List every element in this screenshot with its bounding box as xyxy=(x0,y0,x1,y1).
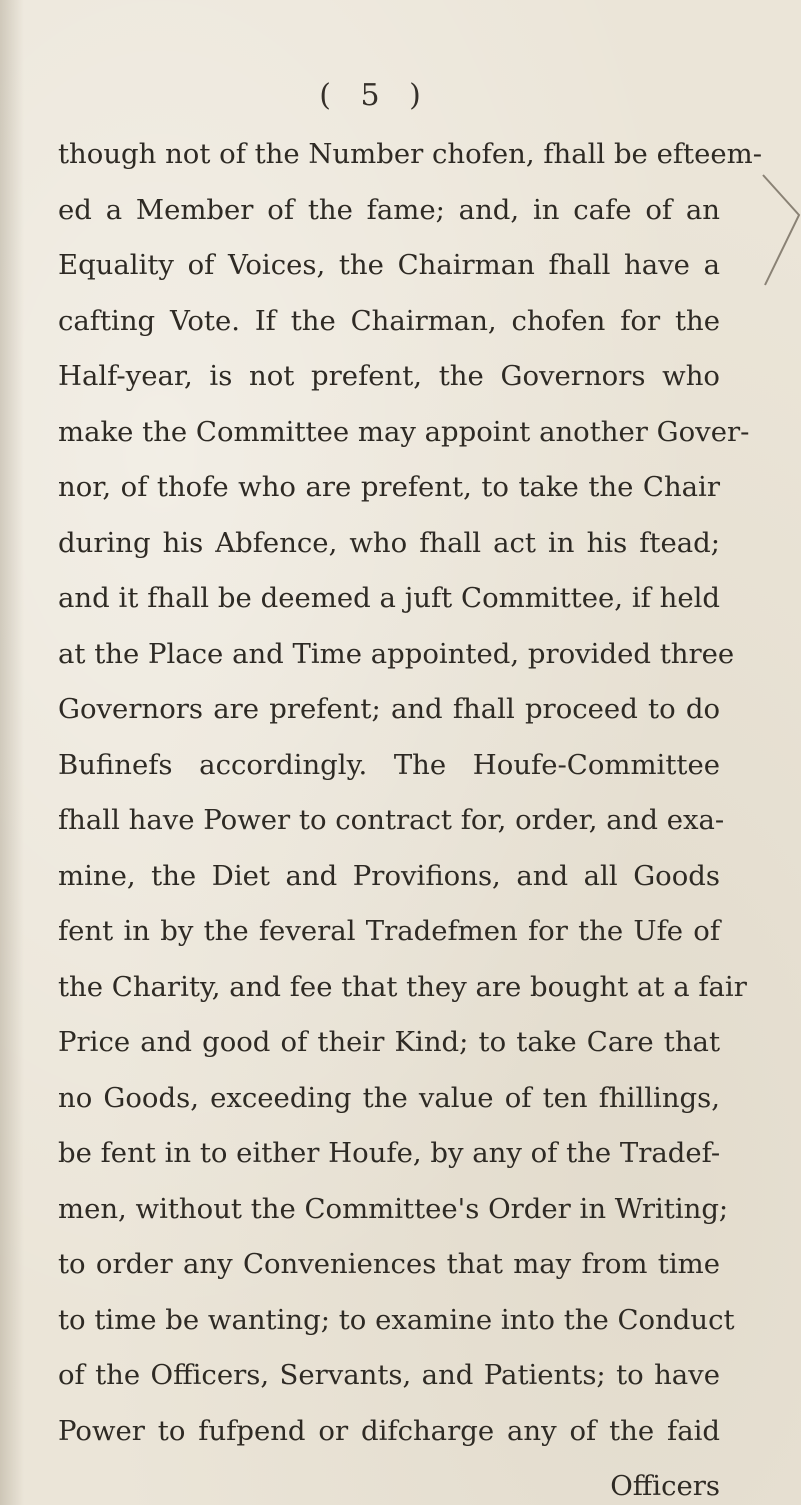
text-line: be fent in to either Houfe, by any of the Tradef- xyxy=(58,1137,721,1169)
text-line: Half-year, is not prefent, the Governors who xyxy=(58,360,720,392)
text-line: and it fhall be deemed a juft Committee, if held xyxy=(58,582,720,614)
text-line: make the Committee may appoint another Gover- xyxy=(58,415,750,448)
gutter-shadow xyxy=(0,0,24,1505)
text-line: though not of the Number chofen, fhall be efteem- xyxy=(58,138,762,170)
text-line: ed a Member of the fame; and, in cafe of an xyxy=(58,193,720,226)
text-line: mine, the Diet and Provifions, and all Goods xyxy=(58,859,720,892)
text-line: cafting Vote. If the Chairman, chofen for the xyxy=(58,304,720,337)
text-line: to time be wanting; to examine into the Conduct xyxy=(58,1303,735,1336)
text-line: Governors are prefent; and fhall proceed to do xyxy=(58,693,720,725)
text-line: Price and good of their Kind; to take Care that xyxy=(58,1026,720,1058)
text-line: Equality of Voices, the Chairman fhall have a xyxy=(58,249,720,281)
text-line: fhall have Power to contract for, order, and exa- xyxy=(58,804,725,836)
text-line-catchword: Officers xyxy=(610,1470,720,1502)
text-line: of the Officers, Servants, and Patients; to have xyxy=(58,1359,720,1391)
text-line: at the Place and Time appointed, provided three xyxy=(58,637,735,670)
text-line: the Charity, and fee that they are bought at a fair xyxy=(58,970,747,1003)
text-line: Power to fufpend or difcharge any of the faid xyxy=(58,1414,720,1447)
text-line: no Goods, exceeding the value of ten fhillings, xyxy=(58,1081,720,1114)
text-line: nor, of thofe who are prefent, to take the Chair xyxy=(58,471,720,503)
text-line: men, without the Committee's Order in Writing; xyxy=(58,1192,729,1225)
text-line: to order any Conveniences that may from time xyxy=(58,1248,720,1280)
binding-mark xyxy=(761,135,801,295)
text-line: during his Abfence, who fhall act in his ftead; xyxy=(58,526,720,559)
text-line: Bufinefs accordingly. The Houfe-Committee xyxy=(58,748,720,781)
page-number: ( 5 ) xyxy=(319,78,431,113)
text-line: fent in by the feveral Tradefmen for the Ufe of xyxy=(58,915,720,947)
